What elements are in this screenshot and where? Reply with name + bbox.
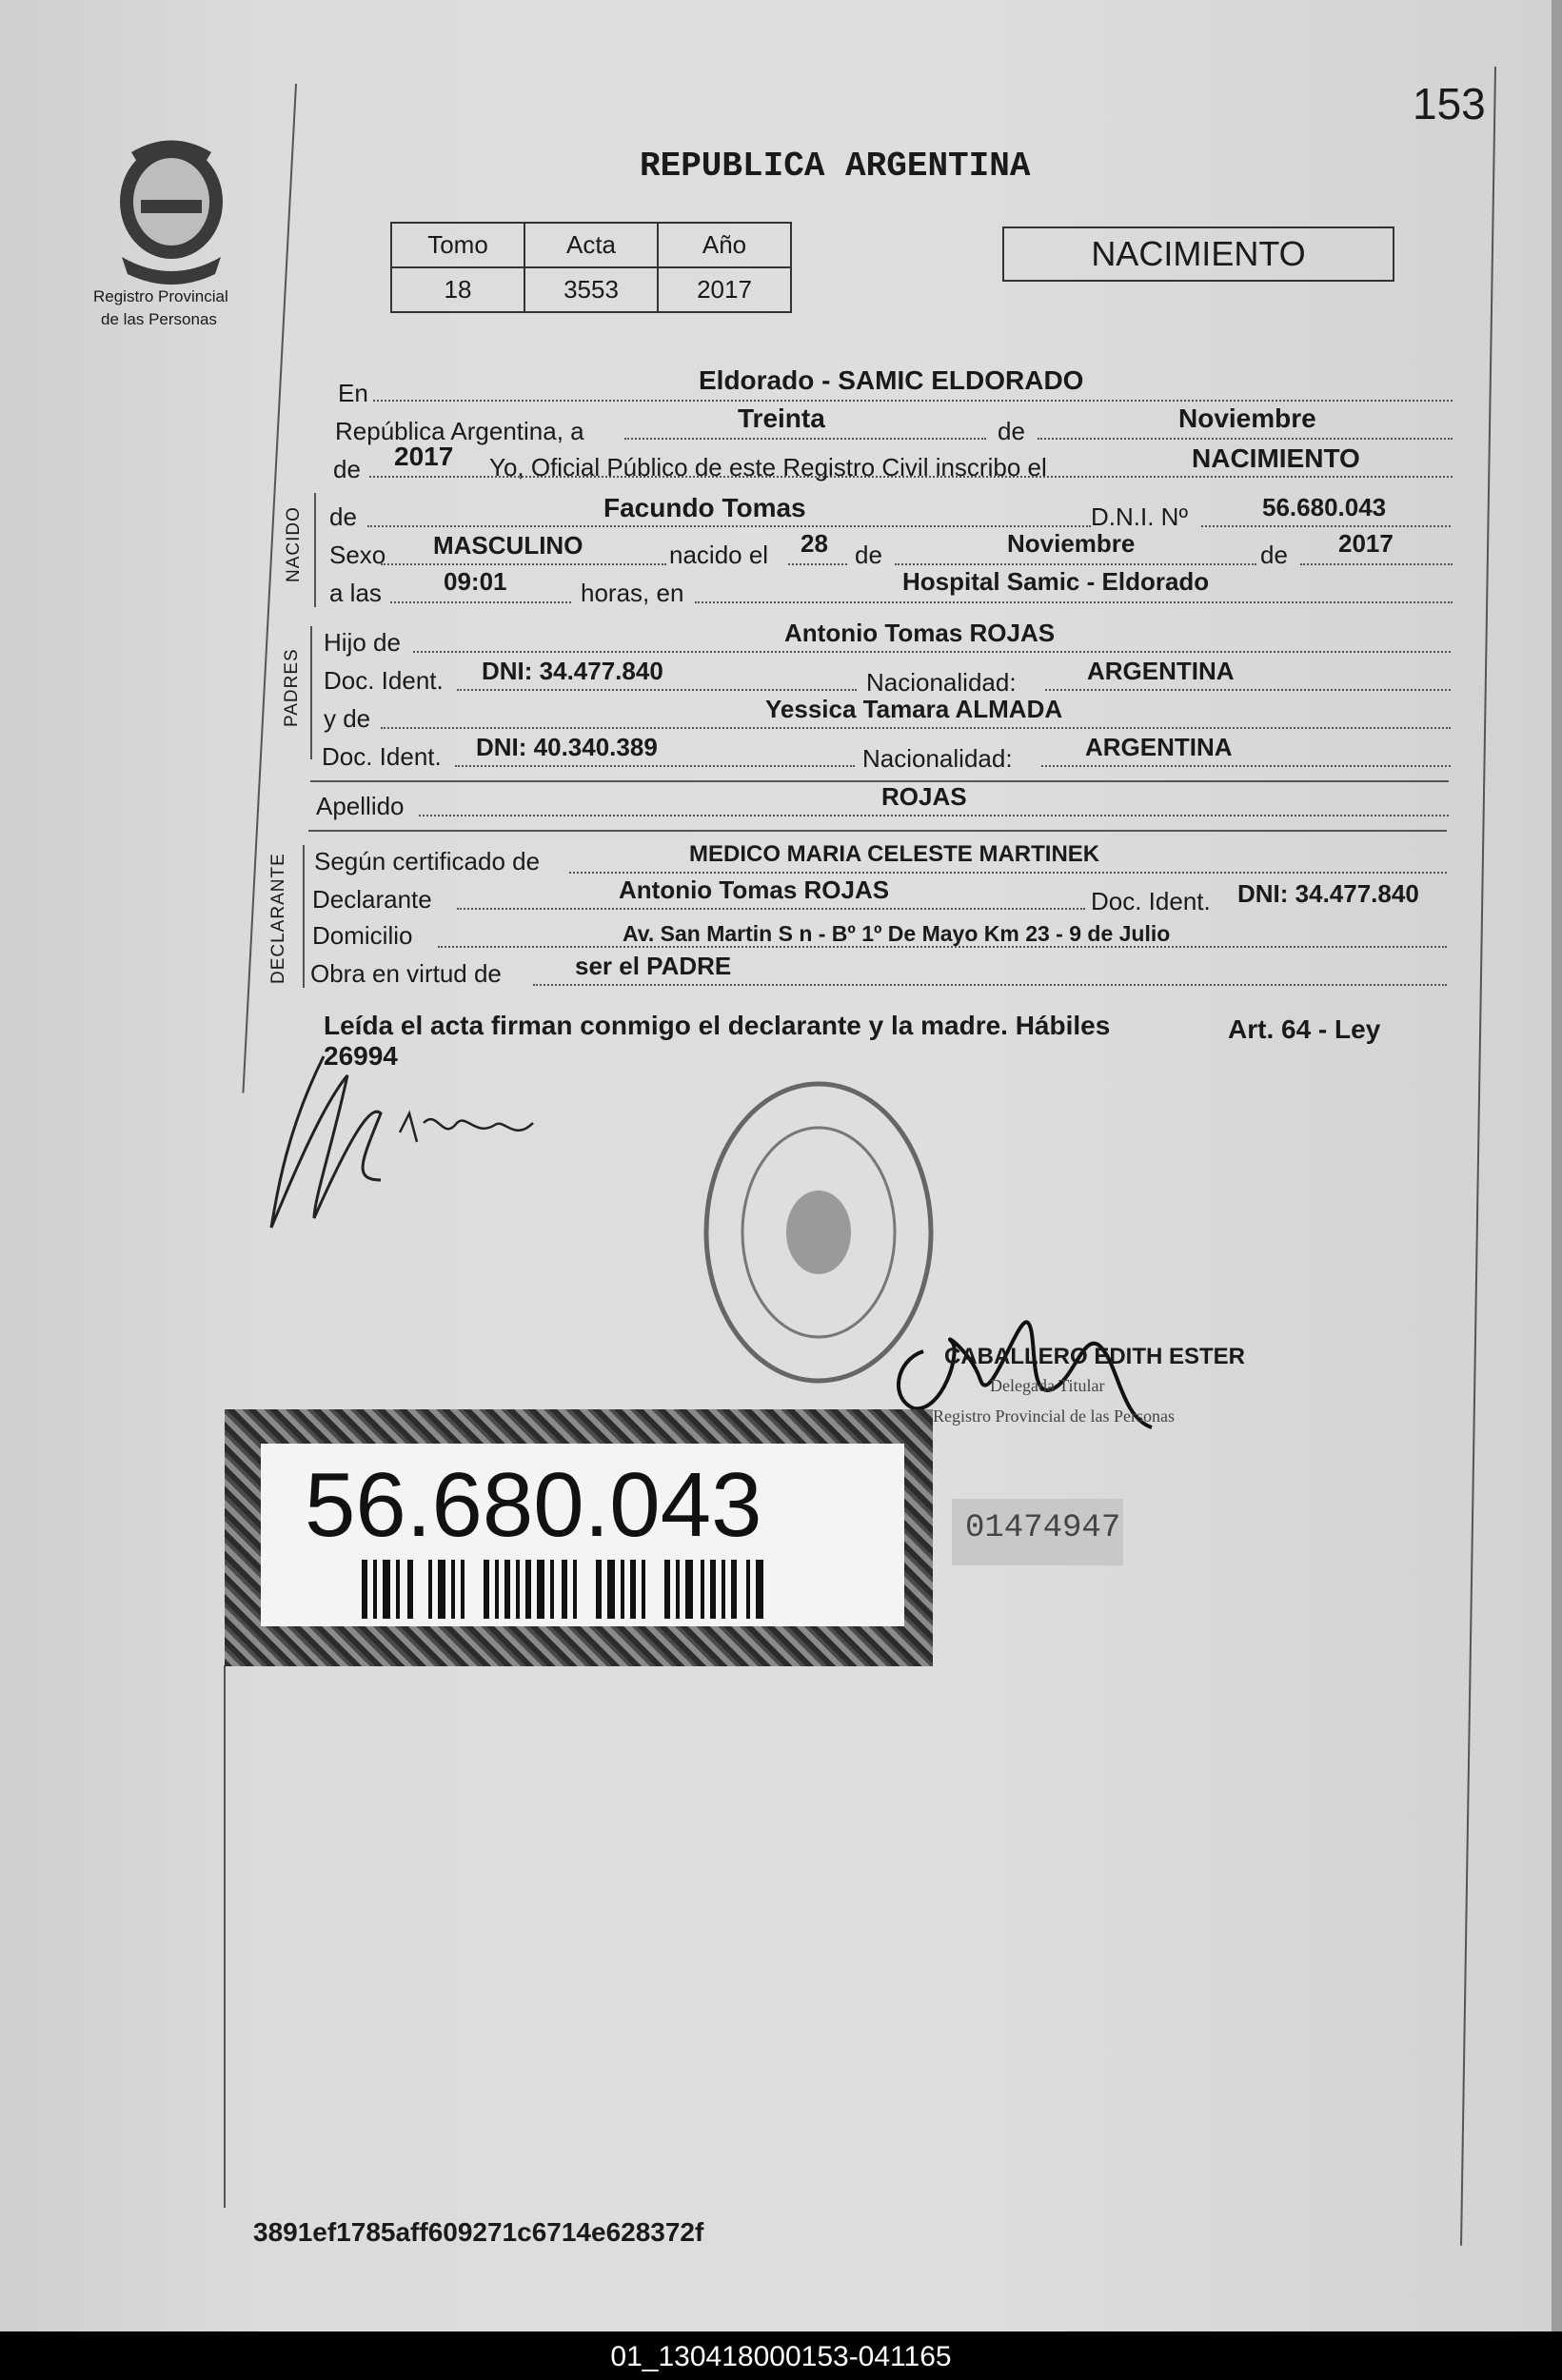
dni-label: D.N.I. Nº <box>1091 502 1188 531</box>
rule <box>367 525 1091 527</box>
declarante-dni-value: DNI: 34.477.840 <box>1237 879 1419 908</box>
rule <box>373 400 1453 402</box>
oficial-text: Yo, Oficial Público de este Registro Civil inscribo el <box>489 453 1047 482</box>
place-value: Eldorado - SAMIC ELDORADO <box>699 365 1084 395</box>
domicilio-label: Domicilio <box>312 921 413 950</box>
closing-text-line2: 26994 <box>324 1041 398 1071</box>
doc-ident-label-3: Doc. Ident. <box>1091 887 1211 915</box>
doc-ident-label-2: Doc. Ident. <box>322 742 442 771</box>
tomo-header: Tomo <box>391 223 524 267</box>
birth-month-value: Noviembre <box>1007 529 1136 558</box>
year-value: 2017 <box>394 442 454 471</box>
padres-section-label: PADRES <box>282 648 302 727</box>
inscribe-type-value: NACIMIENTO <box>1192 443 1360 473</box>
rule <box>419 815 1449 816</box>
declarant-signature <box>257 1018 571 1247</box>
ano-header: Año <box>658 223 791 267</box>
birth-time-value: 09:01 <box>444 567 507 596</box>
birth-year-value: 2017 <box>1338 529 1394 558</box>
certificado-value: MEDICO MARIA CELESTE MARTINEK <box>689 841 1100 867</box>
child-name-value: Facundo Tomas <box>603 493 806 522</box>
footer-id: 01_130418000153-041165 <box>610 2341 952 2372</box>
rule <box>1300 563 1453 565</box>
father-nationality-value: ARGENTINA <box>1087 657 1235 685</box>
closing-article: Art. 64 - Ley <box>1228 1014 1381 1044</box>
nacido-section-label: NACIDO <box>284 506 304 582</box>
nacido-el-label: nacido el <box>669 541 769 569</box>
province-seal-logo <box>103 133 246 285</box>
right-margin-line <box>1460 67 1496 2246</box>
record-type-box: NACIMIENTO <box>1002 226 1394 282</box>
registry-name-line2: de las Personas <box>101 310 217 328</box>
father-dni-value: DNI: 34.477.840 <box>482 657 663 685</box>
de-label-4: de <box>855 541 882 569</box>
official-name: CABALLERO EDITH ESTER <box>944 1344 1246 1369</box>
section-bracket <box>303 845 305 988</box>
rule <box>1038 438 1453 440</box>
rule <box>1041 765 1451 767</box>
rule <box>533 984 1447 986</box>
page-title: REPUBLICA ARGENTINA <box>640 147 1031 186</box>
rule <box>624 438 986 440</box>
de-label-1: de <box>998 417 1025 445</box>
dni-label <box>261 1444 904 1626</box>
de-label-3: de <box>329 502 357 531</box>
rule <box>1201 525 1451 527</box>
rule <box>381 563 666 565</box>
obra-label: Obra en virtud de <box>310 959 502 988</box>
sexo-value: MASCULINO <box>433 531 583 560</box>
section-bracket <box>310 626 312 759</box>
mother-dni-value: DNI: 40.340.389 <box>476 733 658 761</box>
rule <box>457 689 857 691</box>
mother-name-value: Yessica Tamara ALMADA <box>765 695 1063 723</box>
registry-name-line1: Registro Provincial <box>93 287 228 305</box>
official-registry: Registro Provincial de las Personas <box>933 1406 1175 1426</box>
mother-nationality-value: ARGENTINA <box>1085 733 1233 761</box>
footer-bar <box>0 2331 1562 2380</box>
rule <box>413 651 1451 653</box>
left-margin-line-lower <box>224 1665 226 2208</box>
birth-day-value: 28 <box>801 529 828 558</box>
father-name-value: Antonio Tomas ROJAS <box>784 619 1056 647</box>
domicilio-value: Av. San Martin S n - Bº 1º De Mayo Km 23 - 9 de Julio <box>623 921 1171 946</box>
apellido-label: Apellido <box>316 792 405 820</box>
doc-ident-label-1: Doc. Ident. <box>324 666 444 695</box>
rule <box>1045 689 1451 691</box>
serial-number: 01474947 <box>965 1510 1121 1546</box>
rule <box>788 563 847 565</box>
rule <box>895 563 1256 565</box>
nacionalidad-label-1: Nacionalidad: <box>866 668 1017 697</box>
dni-barcode <box>362 1560 781 1619</box>
serial-sticker <box>952 1499 1123 1565</box>
official-role: Delegada Titular <box>990 1376 1105 1395</box>
rule <box>457 908 1085 910</box>
en-label: En <box>338 379 368 407</box>
page-number: 153 <box>1413 79 1486 128</box>
nacionalidad-label-2: Nacionalidad: <box>862 744 1013 773</box>
ano-value: 2017 <box>658 267 791 312</box>
rule <box>569 872 1447 874</box>
child-dni-value: 56.680.043 <box>1262 493 1387 521</box>
document-hash: 3891ef1785aff609271c6714e628372f <box>253 2217 704 2247</box>
segun-certificado-label: Según certificado de <box>314 847 541 875</box>
section-bracket <box>314 493 316 607</box>
y-de-label: y de <box>324 704 371 733</box>
section-divider <box>308 830 1447 832</box>
acta-value: 3553 <box>524 267 658 312</box>
tomo-value: 18 <box>391 267 524 312</box>
rule <box>390 601 571 603</box>
horas-en-label: horas, en <box>581 579 684 607</box>
declarante-section-label: DECLARANTE <box>268 853 288 984</box>
rule <box>695 601 1453 603</box>
sexo-label: Sexo <box>329 541 386 569</box>
declarante-label: Declarante <box>312 885 432 914</box>
record-id-table <box>390 222 792 313</box>
acta-header: Acta <box>524 223 658 267</box>
closing-text-line1: Leída el acta firman conmigo el declarante y la madre. Hábiles <box>324 1011 1111 1040</box>
dni-label-frame <box>225 1409 933 1666</box>
apellido-value: ROJAS <box>881 782 967 811</box>
a-las-label: a las <box>329 579 382 607</box>
hijo-de-label: Hijo de <box>324 628 401 657</box>
de-label-2: de <box>333 455 361 483</box>
birth-place-value: Hospital Samic - Eldorado <box>902 567 1210 596</box>
day-value: Treinta <box>738 403 825 433</box>
section-divider <box>310 780 1449 782</box>
month-value: Noviembre <box>1178 403 1316 433</box>
rule <box>381 727 1451 729</box>
de-label-5: de <box>1260 541 1288 569</box>
dni-large-number: 56.680.043 <box>305 1454 762 1556</box>
obra-value: ser el PADRE <box>575 952 732 980</box>
rule <box>455 765 855 767</box>
declarante-value: Antonio Tomas ROJAS <box>619 875 890 904</box>
republica-label: República Argentina, a <box>335 417 584 445</box>
